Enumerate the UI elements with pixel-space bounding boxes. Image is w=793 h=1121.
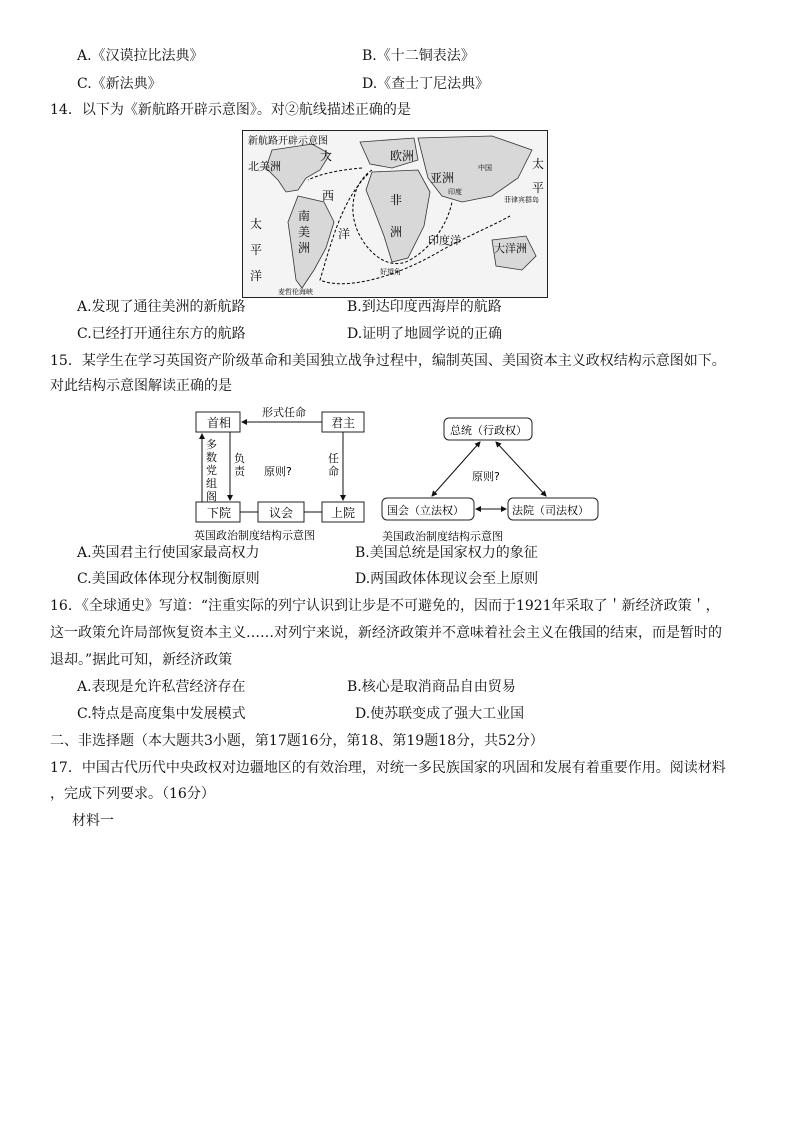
uk-appoint-2: 命 (328, 465, 339, 478)
q16-option-d: D.使苏联变成了强大工业国 (355, 706, 525, 722)
map-label-pacific-w-2: 平 (250, 243, 263, 257)
map-label-atlantic-2: 西 (322, 189, 335, 203)
uk-upper-house-box: 上院 (331, 506, 356, 520)
map-label-pacific-e-1: 太 (532, 157, 545, 171)
map-label-europe: 欧洲 (390, 149, 415, 163)
q17-line-1: 17．中国古代历代中央政权对边疆地区的有效治理，对统一多民族国家的巩固和发展有着重要作用。阅读材料 (50, 760, 726, 776)
uk-responsible-1: 负 (234, 452, 245, 465)
new-sea-routes-map (242, 130, 548, 298)
q13-option-c: C.《新法典》 (77, 76, 162, 92)
q16-option-b: B.核心是取消商品自由贸易 (347, 679, 516, 695)
q16-option-c: C.特点是高度集中发展模式 (77, 706, 246, 722)
uk-formal-appointment: 形式任命 (262, 406, 306, 419)
q15-option-c: C.美国政体体现分权制衡原则 (77, 571, 260, 587)
q15-stem-line-2: 对此结构示意图解读正确的是 (50, 378, 232, 394)
us-congress-box: 国会（立法权） (387, 504, 464, 517)
map-label-pacific-e-2: 平 (532, 181, 545, 195)
q13-option-d: D.《查士丁尼法典》 (362, 76, 490, 92)
q14-option-b: B.到达印度西海岸的航路 (347, 299, 502, 315)
q16-line-1: 16．《全球通史》写道：“注重实际的列宁认识到让步是不可避免的，因而于1921年采取了＇新经济政策＇， (50, 598, 720, 614)
map-label-indian-ocean: 印度洋 (428, 234, 461, 247)
us-structure-diagram (378, 410, 608, 546)
uk-pm-box: 首相 (207, 416, 232, 430)
map-label-pacific-w-3: 洋 (250, 269, 263, 283)
q14-option-d: D.证明了地圆学说的正确 (347, 326, 503, 342)
uk-responsible-2: 责 (234, 465, 245, 478)
us-court-box: 法院（司法权） (512, 504, 589, 517)
q16-line-3: 退却。”据此可知，新经济政策 (50, 652, 233, 668)
q17-line-2: ，完成下列要求。（16分） (50, 786, 215, 802)
q15-option-b: B.美国总统是国家权力的象征 (355, 545, 538, 561)
map-title: 新航路开辟示意图 (248, 136, 328, 147)
map-label-south-america-2: 美 (298, 225, 311, 239)
map-label-china: 中国 (478, 164, 492, 172)
map-label-philippines: 菲律宾群岛 (504, 196, 539, 204)
us-diagram-caption: 美国政治制度结构示意图 (382, 530, 503, 543)
uk-majority-4: 组 (206, 477, 217, 490)
q15-stem-line-1: 15．某学生在学习英国资产阶级革命和美国独立战争过程中，编制英国、美国资本主义政权结构示意图如下。 (50, 353, 726, 369)
map-label-africa-1: 非 (390, 193, 403, 207)
map-label-africa-2: 洲 (390, 225, 403, 239)
q15-option-a: A.英国君主行使国家最高权力 (77, 545, 260, 561)
uk-majority-2: 数 (206, 451, 217, 464)
map-label-pacific-w-1: 太 (250, 217, 263, 231)
q13-option-a: A.《汉谟拉比法典》 (77, 48, 204, 64)
uk-structure-diagram (190, 402, 370, 542)
uk-parliament-box: 议会 (269, 506, 294, 520)
us-president-box: 总统（行政权） (450, 424, 527, 437)
q17-material-label: 材料一 (72, 813, 114, 829)
q14-option-c: C.已经打开通往东方的航路 (77, 326, 246, 342)
us-principle: 原则? (472, 470, 500, 483)
uk-lower-house-box: 下院 (207, 506, 232, 520)
uk-majority-3: 党 (206, 464, 217, 477)
q16-line-2: 这一政策允许局部恢复资本主义……对列宁来说，新经济政策并不意味着社会主义在俄国的结束，而是暂时的 (50, 625, 722, 641)
uk-majority-1: 多 (206, 438, 217, 451)
map-label-asia: 亚洲 (430, 171, 455, 185)
map-label-atlantic-3: 洋 (338, 227, 351, 241)
q14-option-a: A.发现了通往美洲的新航路 (77, 299, 246, 315)
uk-diagram-caption: 英国政治制度结构示意图 (194, 529, 315, 542)
map-label-india: 印度 (448, 188, 462, 196)
q15-option-d: D.两国政体体现议会至上原则 (355, 571, 539, 587)
section-2-heading: 二、非选择题（本大题共3小题，第17题16分，第18、第19题18分，共52分） (50, 733, 544, 749)
map-label-oceania: 大洋洲 (494, 242, 527, 255)
uk-majority-5: 阁 (206, 490, 217, 503)
map-label-north-america: 北美洲 (248, 160, 281, 173)
map-label-magellan: 麦哲伦海峡 (278, 288, 313, 296)
map-label-south-america-3: 洲 (298, 241, 311, 255)
q16-option-a: A.表现是允许私营经济存在 (77, 679, 246, 695)
q13-option-b: B.《十二铜表法》 (362, 48, 475, 64)
uk-principle: 原则? (264, 465, 292, 478)
uk-appoint-1: 任 (328, 452, 339, 465)
map-label-atlantic-1: 大 (320, 149, 333, 163)
map-label-cape: 好望角 (380, 268, 401, 276)
uk-monarch-box: 君主 (331, 416, 356, 430)
map-label-south-america-1: 南 (298, 209, 311, 223)
q14-stem: 14．以下为《新航路开辟示意图》。对②航线描述正确的是 (50, 102, 411, 118)
